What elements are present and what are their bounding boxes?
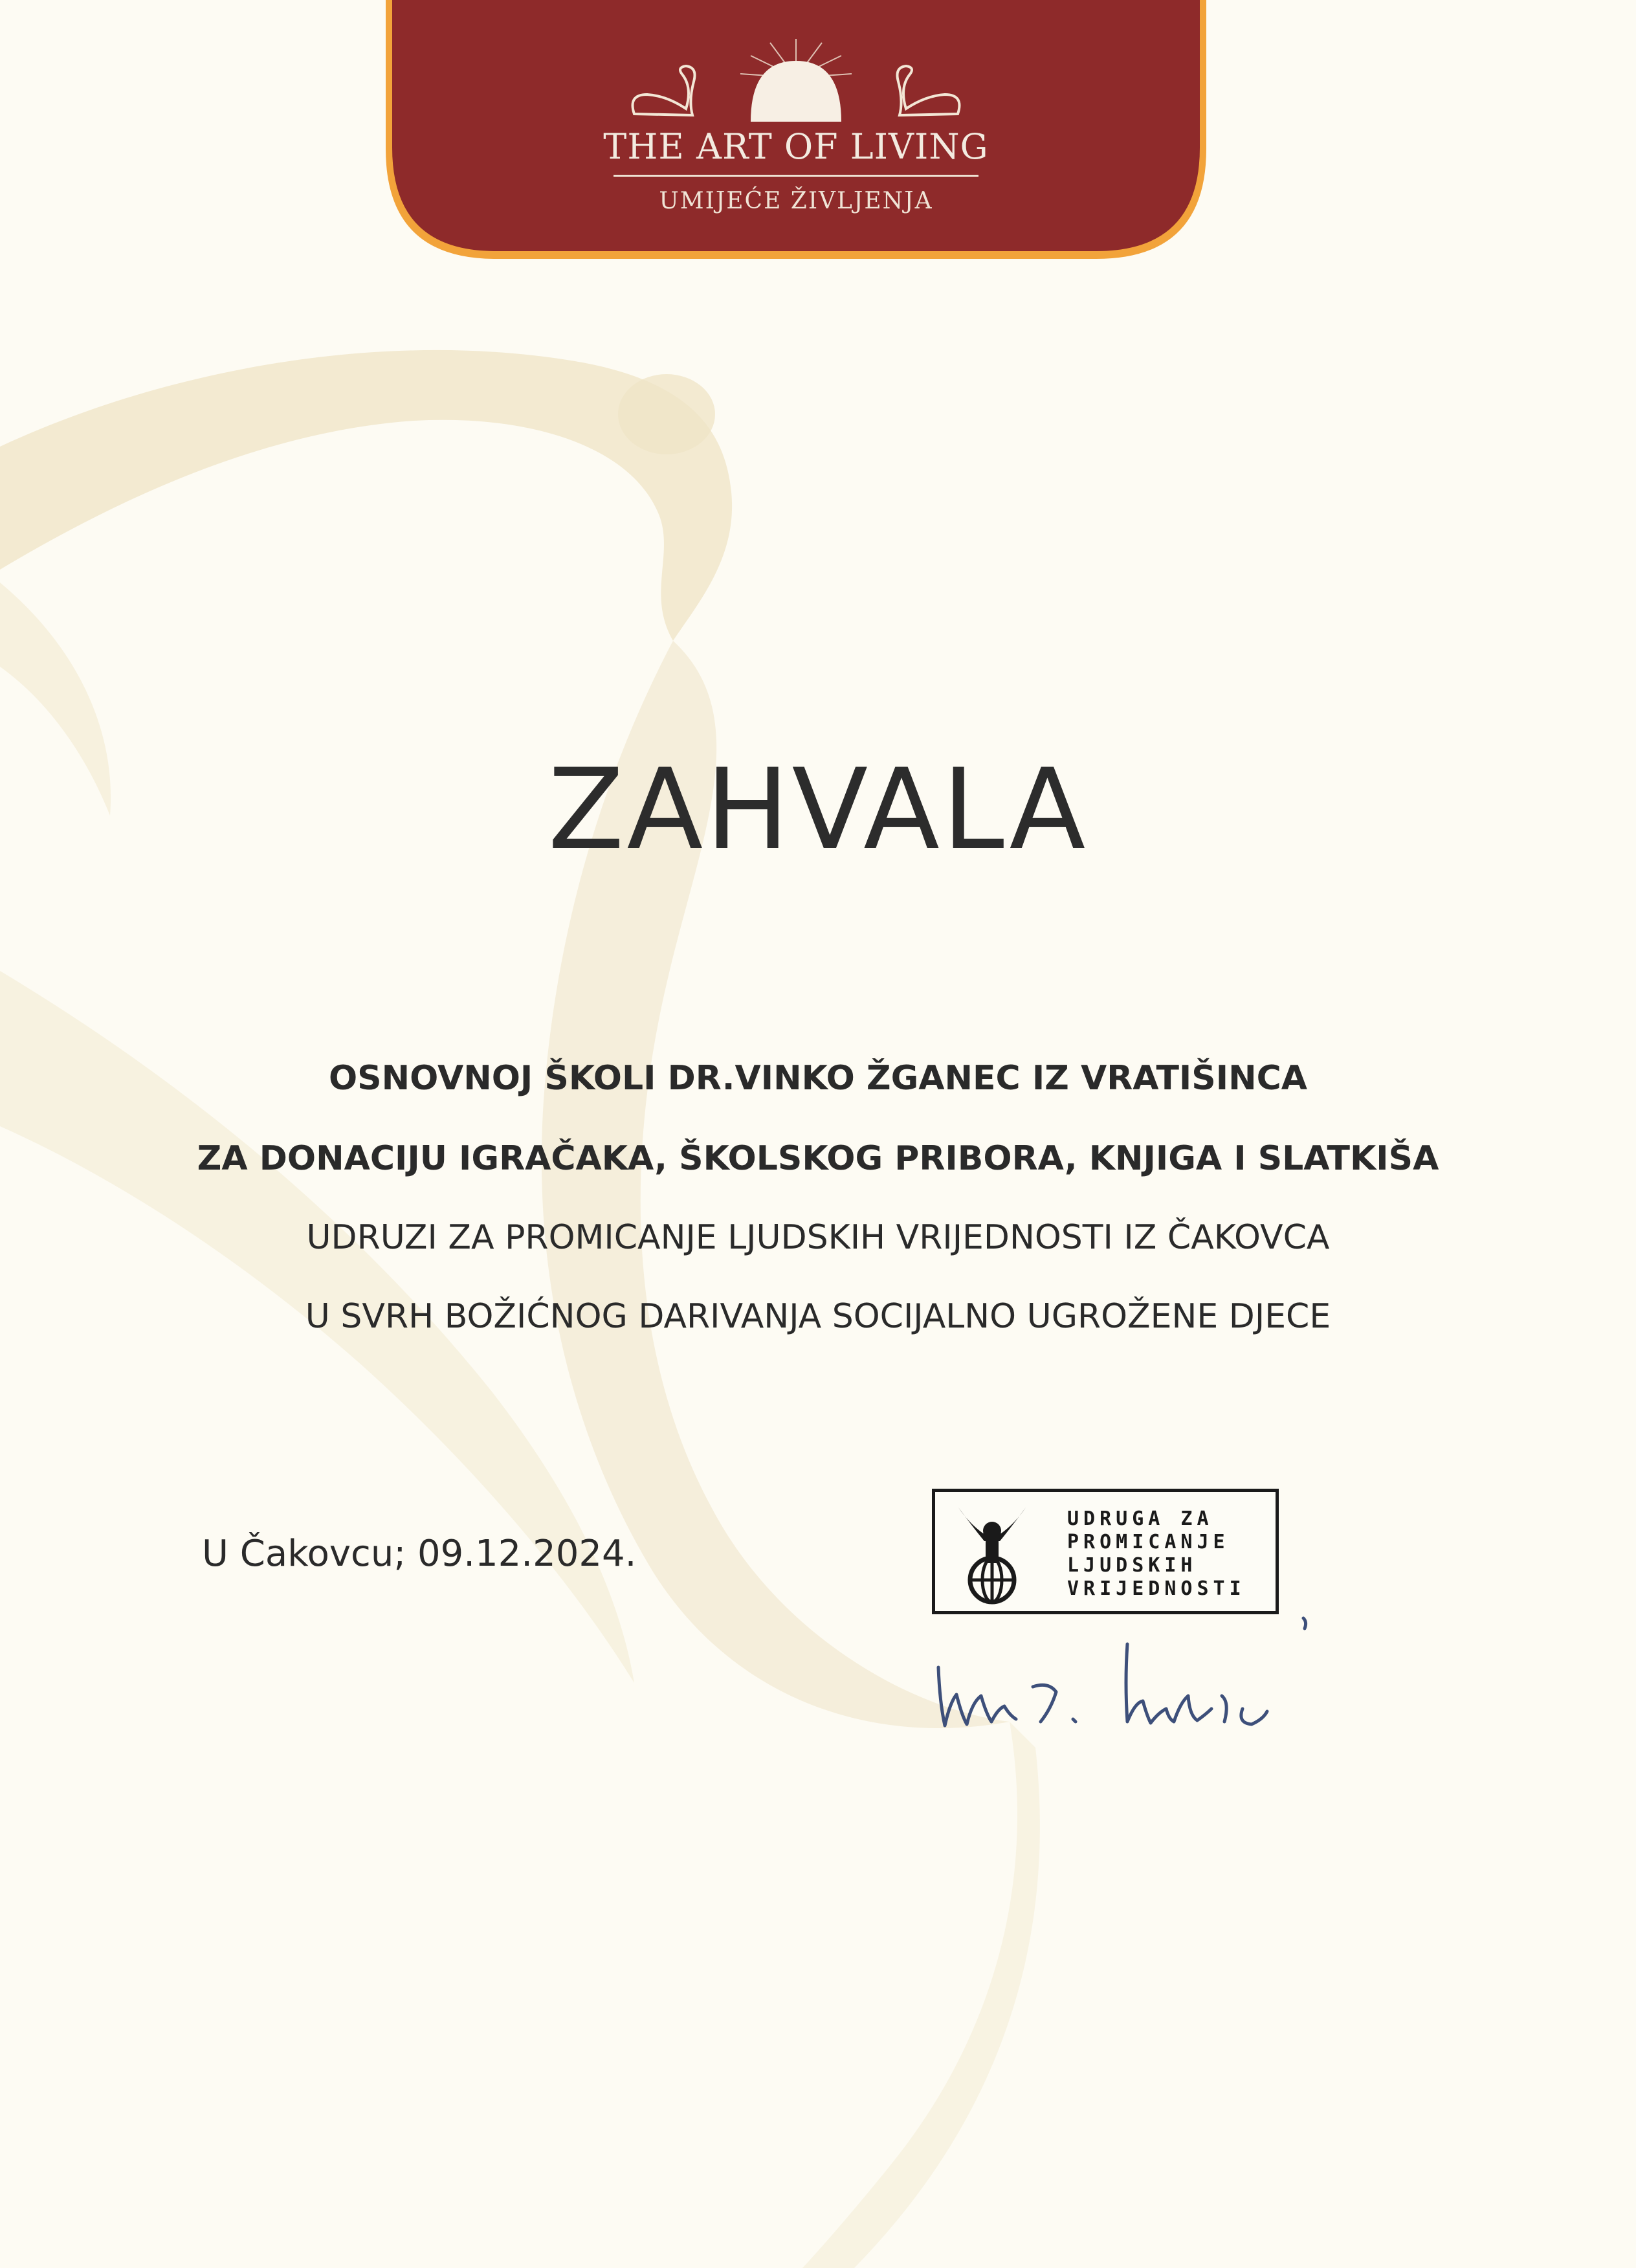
swan-icon bbox=[887, 62, 971, 120]
swan-icon bbox=[621, 62, 705, 120]
organization-stamp bbox=[932, 1489, 1279, 1614]
donation-line: ZA DONACIJU IGRAČAKA, ŠKOLSKOG PRIBORA, KNJIGA I SLATKIŠA bbox=[197, 1139, 1439, 1178]
stamp-line: UDRUGA ZA bbox=[1067, 1507, 1213, 1530]
logo-subtitle: UMIJEĆE ŽIVLJENJA bbox=[659, 188, 933, 214]
stamp-line: LJUDSKIH bbox=[1067, 1554, 1197, 1577]
association-line: UDRUZI ZA PROMICANJE LJUDSKIH VRIJEDNOSTI IZ ČAKOVCA bbox=[306, 1218, 1330, 1257]
purpose-line: U SVRH BOŽIĆNOG DARIVANJA SOCIJALNO UGROŽENE DJECE bbox=[305, 1297, 1331, 1336]
person-on-globe-icon bbox=[953, 1504, 1031, 1605]
place-date: U Čakovcu; 09.12.2024. bbox=[202, 1533, 637, 1575]
document-title: ZAHVALA bbox=[547, 744, 1089, 874]
logo-divider bbox=[614, 175, 978, 177]
handwritten-signature bbox=[919, 1605, 1346, 1761]
stamp-line: VRIJEDNOSTI bbox=[1067, 1577, 1246, 1600]
rising-sun-icon bbox=[731, 39, 861, 123]
recipient-line: OSNOVNOJ ŠKOLI DR.VINKO ŽGANEC IZ VRATIŠINCA bbox=[328, 1059, 1308, 1098]
stamp-line: PROMICANJE bbox=[1067, 1531, 1230, 1553]
logo-title: THE ART OF LIVING bbox=[603, 126, 989, 167]
